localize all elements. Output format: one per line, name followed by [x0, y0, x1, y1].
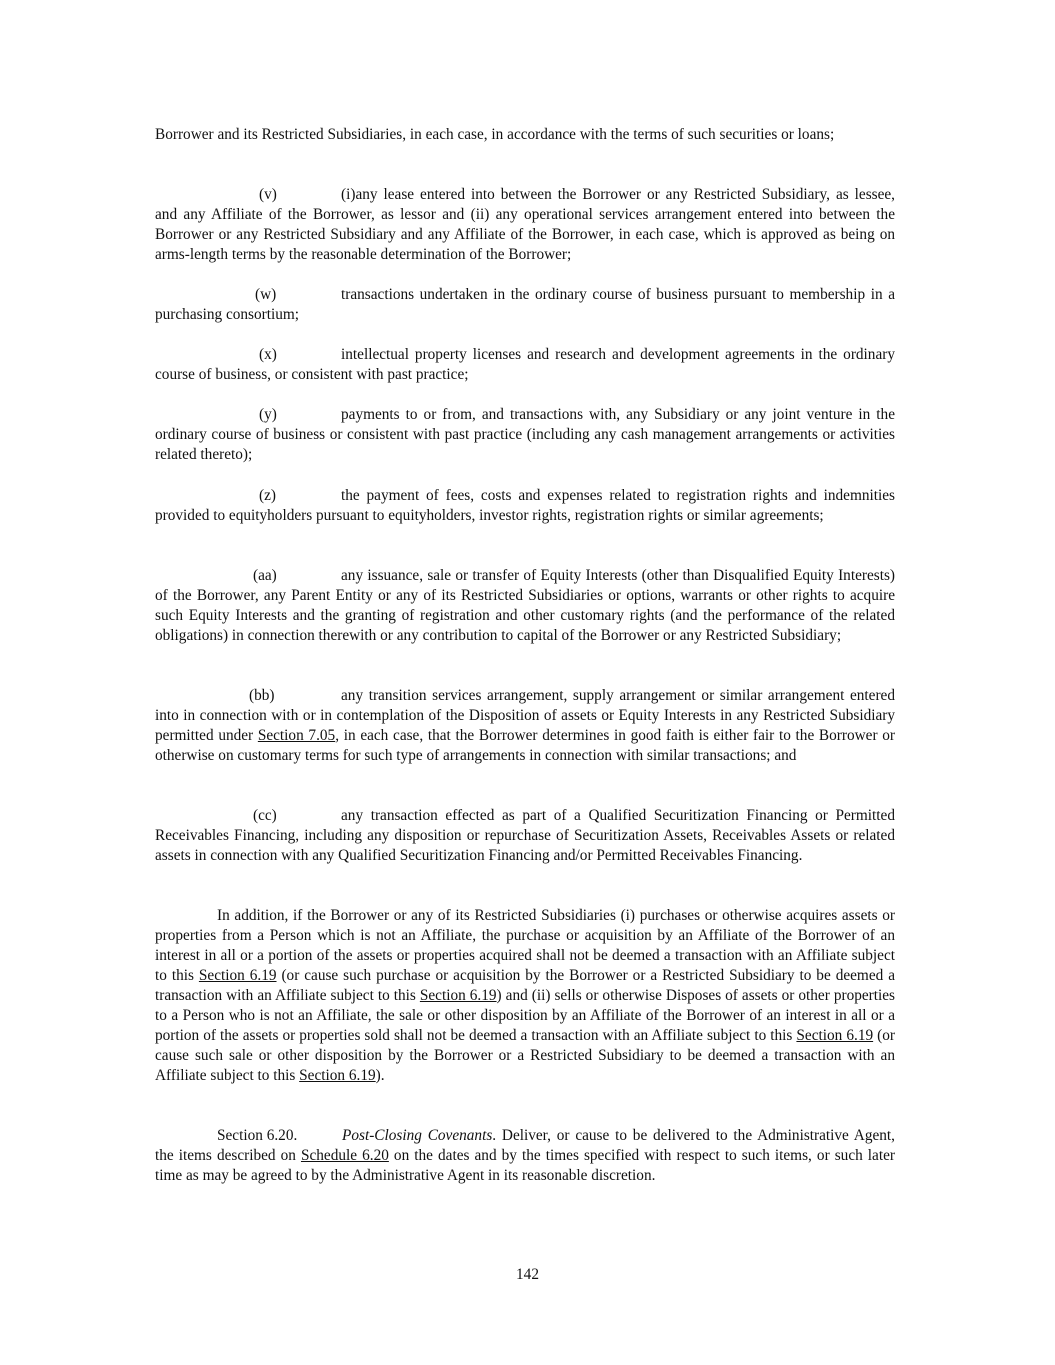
- section-reference-link: Section 6.19: [198, 967, 277, 984]
- clause-bb: [155, 686, 895, 766]
- continuation-text: Borrower and its Restricted Subsidiaries, in each case, in accordance with the terms of such securities or loans;: [155, 126, 835, 143]
- clause-cc: [155, 806, 895, 866]
- schedule-reference-link: Schedule 6.20: [300, 1147, 389, 1164]
- paragraph-text: . Deliver, or cause to be delivered to the Administrative Agent, the items described on: [155, 1127, 895, 1164]
- paragraph-text: ) and (ii) sells or otherwise Disposes of assets or other properties to a Person who is not an Affiliate, the sale or other disposition by an Affiliate of the Borrower of an interest in all or a portion of the assets or properties sold shall not be deemed a transaction with an Affiliate subject to this: [155, 987, 895, 1044]
- section-heading: Post-Closing Covenants: [342, 1127, 493, 1144]
- paragraph-text: (or cause such sale or other disposition by the Borrower or a Restricted Subsidiary to be deemed a transaction with an Affiliate subject to this: [155, 1027, 895, 1084]
- clause-v: [155, 185, 895, 265]
- section-number: Section 6.20.: [217, 1127, 298, 1144]
- clause-label: (x): [259, 346, 277, 363]
- clause-z: [155, 486, 895, 526]
- clause-label: (cc): [253, 807, 277, 824]
- section-reference-link: Section 7.05: [257, 727, 336, 744]
- clause-label: (w): [255, 286, 277, 303]
- section-reference-link: Section 6.19: [796, 1027, 874, 1044]
- clause-label: (z): [259, 487, 276, 504]
- paragraph-text: on the dates and by the times specified with respect to such items, or such later time as may be agreed to by the Administrative Agent in its reasonable discretion.: [155, 1147, 895, 1184]
- clause-y: [155, 405, 895, 465]
- clause-text: any transaction effected as part of a Qualified Securitization Financing or Permitted Receivables Financing, including any disposition or repurchase of Securitization Assets, Receivables Assets or related assets in connection with any Qualified Securitization Financing and/or Permitted Receivables Financing.: [155, 807, 895, 864]
- clause-text: (i)any lease entered into between the Borrower or any Restricted Subsidiary, as lessee, and any Affiliate of the Borrower, as lessor and (ii) any operational services arrangement entered into between the Borrower or any Restricted Subsidiary and any Affiliate of the Borrower, in each case, which is approved as being on arms-length terms by the reasonable determination of the Borrower;: [155, 186, 895, 263]
- continuation-paragraph: [155, 125, 895, 145]
- clause-text: , in each case, that the Borrower determines in good faith is either fair to the Borrower or otherwise on customary terms for such type of arrangements in connection with similar transactions; and: [155, 727, 895, 764]
- clause-label: (v): [259, 186, 277, 203]
- addition-paragraph: [155, 906, 895, 1086]
- section-6-20-paragraph: [155, 1126, 895, 1186]
- clause-text: transactions undertaken in the ordinary course of business pursuant to membership in a purchasing consortium;: [155, 286, 895, 323]
- page-number: 142: [516, 1266, 539, 1283]
- clause-label: (aa): [253, 567, 277, 584]
- clause-text: payments to or from, and transactions with, any Subsidiary or any joint venture in the ordinary course of business or consistent with past practice (including any cash management arrangements or activities related thereto);: [155, 406, 895, 463]
- paragraph-text: ).: [375, 1067, 385, 1084]
- clause-x: [155, 345, 895, 385]
- clause-text: intellectual property licenses and research and development agreements in the ordinary course of business, or consistent with past practice;: [155, 346, 895, 383]
- section-reference-link: Section 6.19: [299, 1067, 376, 1084]
- paragraph-text: (or cause such purchase or acquisition by the Borrower or a Restricted Subsidiary to be deemed a transaction with an Affiliate subject to this: [155, 967, 895, 1004]
- clause-label: (y): [259, 406, 277, 423]
- clause-w: [155, 285, 895, 325]
- paragraph-text: In addition, if the Borrower or any of its Restricted Subsidiaries (i) purchases or otherwise acquires assets or properties from a Person which is not an Affiliate, the purchase or acquisition by an Affiliate of the Borrower of an interest in all or a portion of the assets or properties acquired shall not be deemed a transaction with an Affiliate subject to this: [155, 907, 895, 984]
- clause-text: any transition services arrangement, supply arrangement or similar arrangement entered into in connection with or in contemplation of the Disposition of assets or Equity Interests in any Restricted Subsidiary permitted under: [155, 687, 895, 744]
- clause-aa: [155, 566, 895, 646]
- clause-text: the payment of fees, costs and expenses related to registration rights and indemnities provided to equityholders pursuant to equityholders, investor rights, registration rights or similar agreements;: [155, 487, 895, 524]
- clause-label: (bb): [249, 687, 275, 704]
- section-reference-link: Section 6.19: [419, 987, 497, 1004]
- clause-text: any issuance, sale or transfer of Equity Interests (other than Disqualified Equity Interests) of the Borrower, any Parent Entity or any of its Restricted Subsidiaries or options, warrants or other rights to acquire such Equity Interests and the granting of registration and other customary rights (and the performance of the related obligations) in connection therewith or any contribution to capital of the Borrower or any Restricted Subsidiary;: [155, 567, 895, 644]
